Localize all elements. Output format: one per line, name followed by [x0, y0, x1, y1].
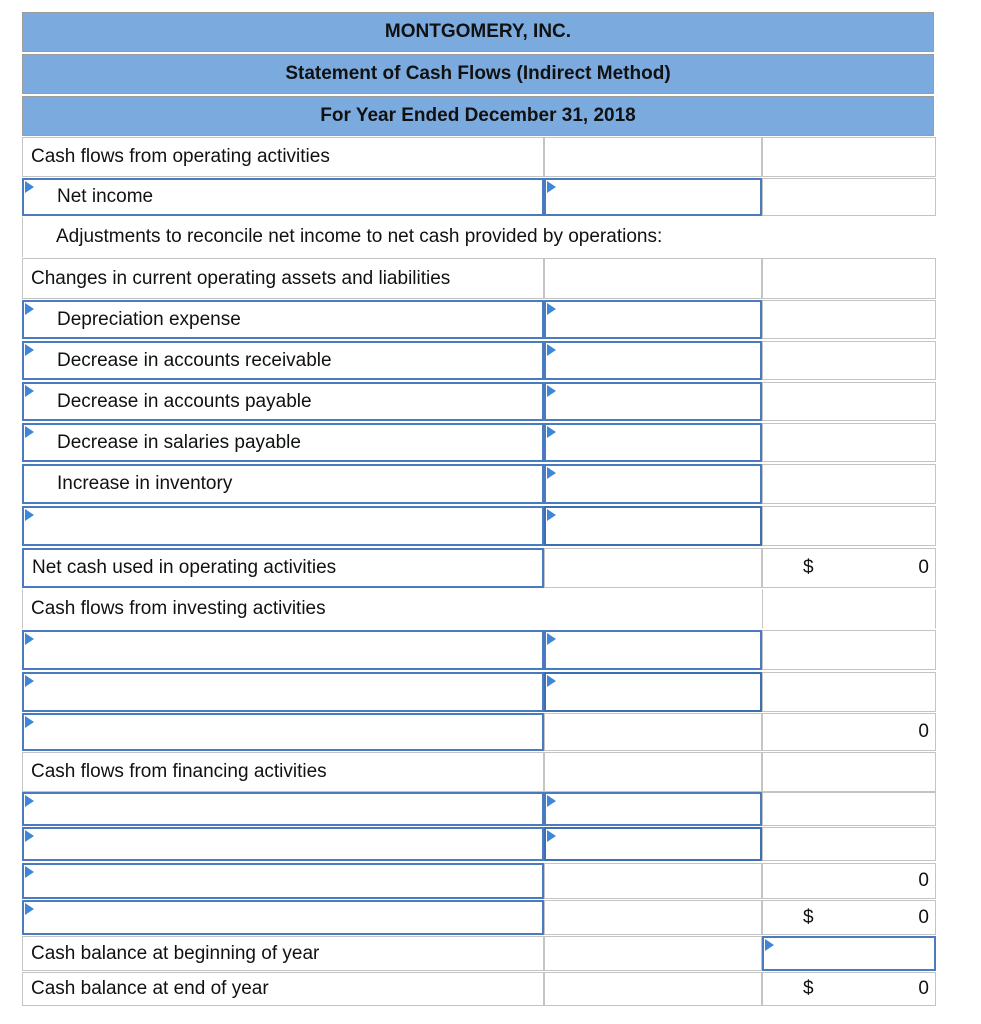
changes-row	[22, 258, 936, 299]
operating-item-amount-input[interactable]	[544, 382, 762, 421]
dropdown-marker-icon	[547, 830, 556, 842]
investing-item-row	[22, 672, 936, 712]
operating-item-row	[22, 341, 936, 380]
operating-item-field[interactable]	[22, 464, 544, 504]
dropdown-marker-icon	[25, 344, 34, 356]
empty-cell	[762, 178, 936, 216]
changes-label: Changes in current operating assets and liabilities	[22, 258, 544, 299]
empty-cell	[762, 464, 936, 504]
empty-cell	[762, 423, 936, 462]
financing-total-row	[22, 863, 936, 899]
net-change-value: 0	[918, 906, 929, 928]
cash-begin-input[interactable]	[762, 936, 936, 971]
dropdown-marker-icon	[25, 830, 34, 842]
empty-cell	[544, 900, 762, 935]
financing-item-amount-input[interactable]	[544, 827, 762, 861]
currency-symbol: $	[803, 978, 814, 999]
investing-total-label-input[interactable]	[22, 713, 544, 751]
dropdown-marker-icon	[547, 426, 556, 438]
dropdown-marker-icon	[25, 426, 34, 438]
dropdown-marker-icon	[547, 795, 556, 807]
dropdown-marker-icon	[25, 181, 34, 193]
financing-item-label-input[interactable]	[22, 827, 544, 861]
operating-item-row	[22, 382, 936, 421]
net-income-row	[22, 178, 936, 216]
empty-cell	[762, 827, 936, 861]
investing-item-row	[22, 630, 936, 670]
dropdown-marker-icon	[25, 675, 34, 687]
empty-cell	[762, 589, 936, 629]
dropdown-marker-icon	[25, 866, 34, 878]
dropdown-marker-icon	[25, 303, 34, 315]
cash-end-cell	[762, 972, 936, 1006]
dropdown-marker-icon	[25, 903, 34, 915]
operating-item-field[interactable]	[22, 382, 544, 421]
investing-total-row	[22, 713, 936, 751]
dropdown-marker-icon	[547, 633, 556, 645]
operating-item-amount-input[interactable]	[544, 423, 762, 462]
empty-cell	[762, 300, 936, 339]
empty-cell	[762, 506, 936, 546]
currency-symbol: $	[803, 557, 814, 578]
net-change-label-input[interactable]	[22, 900, 544, 935]
statement-title: Statement of Cash Flows (Indirect Method)	[22, 54, 934, 94]
net-income-amount-input[interactable]	[544, 178, 762, 216]
cash-flow-statement	[22, 12, 936, 1006]
operating-total-cell	[762, 548, 936, 588]
dropdown-marker-icon	[547, 385, 556, 397]
operating-item-label: Decrease in salaries payable	[57, 431, 301, 453]
statement-period: For Year Ended December 31, 2018	[22, 96, 934, 136]
dropdown-marker-icon	[25, 509, 34, 521]
financing-total-label-input[interactable]	[22, 863, 544, 899]
financing-item-row	[22, 792, 936, 826]
operating-item-label: Increase in inventory	[57, 473, 233, 494]
cash-end-row	[22, 972, 936, 1006]
investing-title: Cash flows from investing activities	[22, 589, 544, 629]
dropdown-marker-icon	[25, 716, 34, 728]
empty-cell	[544, 752, 762, 792]
empty-cell	[762, 792, 936, 826]
operating-total-label: Net cash used in operating activities	[22, 548, 544, 588]
empty-cell	[544, 936, 762, 971]
empty-cell	[544, 137, 762, 177]
operating-title-row	[22, 137, 936, 177]
empty-cell	[544, 713, 762, 751]
net-change-cell	[762, 900, 936, 935]
empty-cell	[544, 863, 762, 899]
dropdown-marker-icon	[547, 467, 556, 479]
cash-begin-label: Cash balance at beginning of year	[22, 936, 544, 971]
operating-item-row	[22, 464, 936, 504]
operating-item-amount-input[interactable]	[544, 464, 762, 504]
adjustments-row	[22, 217, 936, 257]
investing-total-value: 0	[918, 721, 929, 742]
empty-cell	[762, 137, 936, 177]
net-change-row	[22, 900, 936, 935]
operating-blank-label-input[interactable]	[22, 506, 544, 546]
empty-cell	[762, 630, 936, 670]
operating-item-label: Decrease in accounts receivable	[57, 349, 332, 371]
financing-title-row	[22, 752, 936, 792]
operating-item-field[interactable]	[22, 300, 544, 339]
net-income-label: Net income	[57, 186, 154, 207]
operating-total-row	[22, 548, 936, 588]
operating-item-amount-input[interactable]	[544, 300, 762, 339]
dropdown-marker-icon	[547, 181, 556, 193]
financing-item-amount-input[interactable]	[544, 792, 762, 826]
operating-item-label: Decrease in accounts payable	[57, 390, 312, 412]
investing-item-label-input[interactable]	[22, 630, 544, 670]
financing-total-value: 0	[918, 870, 929, 891]
operating-item-row	[22, 300, 936, 339]
empty-cell	[544, 972, 762, 1006]
cash-end-value: 0	[918, 978, 929, 999]
operating-item-amount-input[interactable]	[544, 341, 762, 380]
dropdown-marker-icon	[547, 675, 556, 687]
dropdown-marker-icon	[547, 509, 556, 521]
financing-item-label-input[interactable]	[22, 792, 544, 826]
adjustments-label: Adjustments to reconcile net income to net cash provided by operations:	[22, 217, 936, 257]
operating-total-value: 0	[918, 557, 929, 578]
empty-cell	[544, 258, 762, 299]
financing-total-cell	[762, 863, 936, 899]
dropdown-marker-icon	[765, 939, 774, 951]
net-income-label-field[interactable]	[22, 178, 544, 216]
investing-total-cell	[762, 713, 936, 751]
operating-title: Cash flows from operating activities	[22, 137, 544, 177]
currency-symbol: $	[803, 906, 814, 928]
dropdown-marker-icon	[25, 385, 34, 397]
empty-cell	[544, 589, 762, 629]
empty-cell	[762, 382, 936, 421]
operating-item-field[interactable]	[22, 341, 544, 380]
empty-cell	[762, 752, 936, 792]
investing-title-row	[22, 589, 936, 629]
dropdown-marker-icon	[547, 344, 556, 356]
operating-item-label: Depreciation expense	[57, 308, 241, 330]
company-name: MONTGOMERY, INC.	[22, 12, 934, 52]
operating-blank-row	[22, 506, 936, 546]
investing-item-label-input[interactable]	[22, 672, 544, 712]
operating-blank-amount-input[interactable]	[544, 506, 762, 546]
empty-cell	[762, 258, 936, 299]
operating-item-row	[22, 423, 936, 462]
dropdown-marker-icon	[547, 303, 556, 315]
financing-item-row	[22, 827, 936, 861]
investing-item-amount-input[interactable]	[544, 630, 762, 670]
dropdown-marker-icon	[25, 633, 34, 645]
cash-begin-row	[22, 936, 936, 971]
operating-item-field[interactable]	[22, 423, 544, 462]
empty-cell	[762, 672, 936, 712]
empty-cell	[762, 341, 936, 380]
empty-cell	[544, 548, 762, 588]
investing-item-amount-input[interactable]	[544, 672, 762, 712]
dropdown-marker-icon	[25, 795, 34, 807]
financing-title: Cash flows from financing activities	[22, 752, 544, 792]
cash-end-label: Cash balance at end of year	[22, 972, 544, 1006]
